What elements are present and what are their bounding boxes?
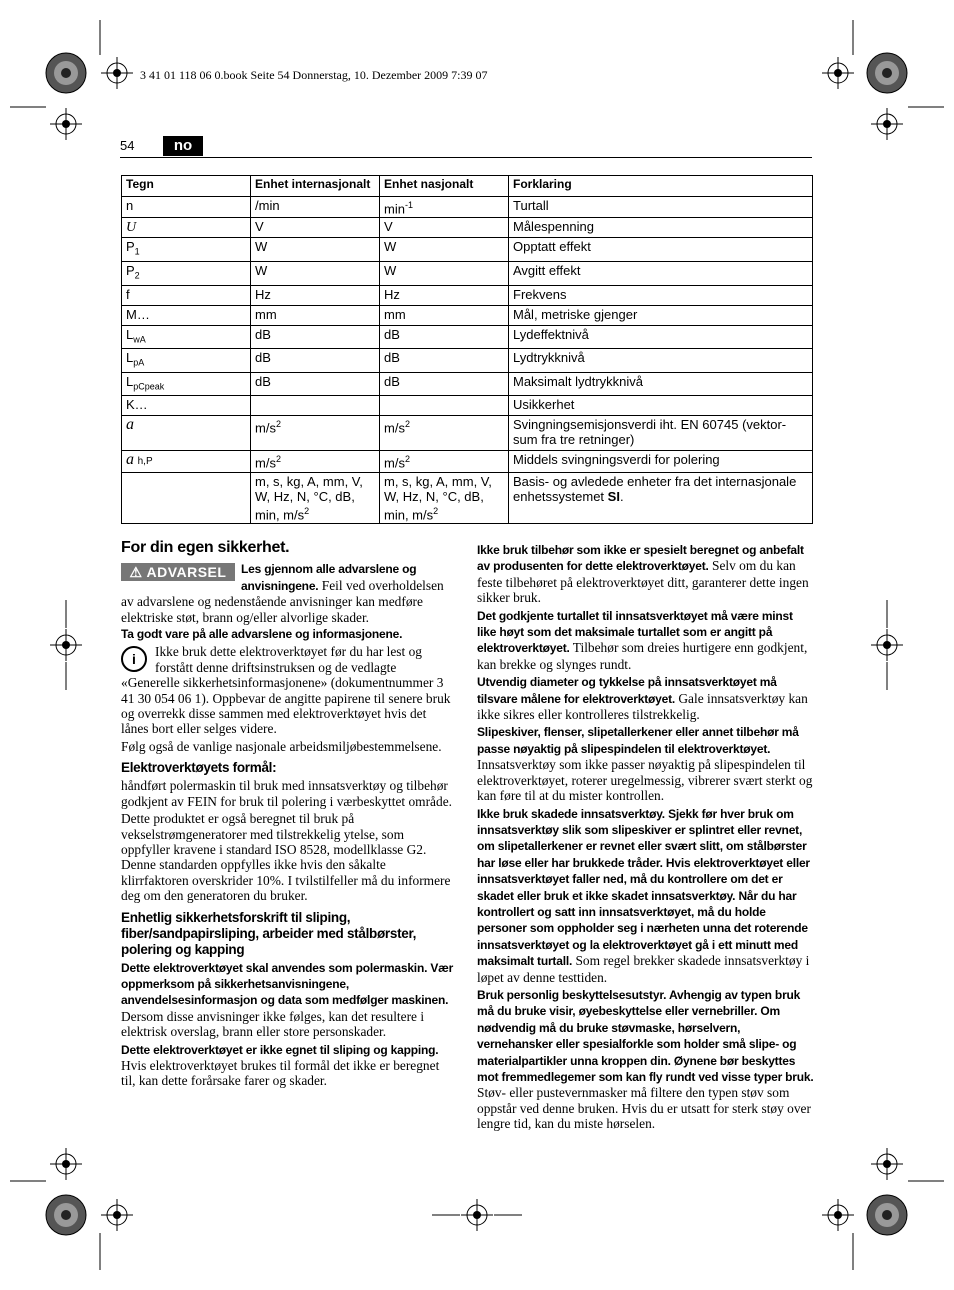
table-cell <box>122 451 251 472</box>
table-cell <box>380 472 509 523</box>
symbol-subscript: pA <box>133 357 145 368</box>
table-cell: W <box>251 261 380 285</box>
read-manual-icon: i <box>121 646 147 672</box>
table-cell: dB <box>380 372 509 396</box>
unit-superscript: 2 <box>404 419 410 430</box>
table-row <box>122 285 813 305</box>
table-cell: M… <box>122 305 251 325</box>
units-table <box>121 175 813 524</box>
symbol-text: P <box>126 262 135 278</box>
table-cell: Maksimalt lydtrykknivå <box>509 372 813 396</box>
unit-superscript: 2 <box>433 505 439 516</box>
polish-text: Dersom disse anvisninger ikke følges, kan det resultere i elektrisk overslag, brann eller store personskader. <box>121 1008 425 1040</box>
table-cell <box>122 372 251 396</box>
table-cell: Svingningsemisjonsverdi iht. EN 60745 (vektor-sum fra tre retninger) <box>509 416 813 451</box>
unit-superscript: 2 <box>275 419 281 430</box>
table-row <box>122 451 813 472</box>
polish-bold: Dette elektroverktøyet skal anvendes som polermaskin. Vær oppmerksom på sikkerhetsanvisningene, anvendelsesinformasjon og data som medfølger maskinen. <box>121 960 454 1008</box>
accessory-paragraph <box>477 542 814 606</box>
symbol-text: U <box>126 220 137 236</box>
warning-paragraph <box>121 561 456 625</box>
unit-text: m/s <box>255 455 276 471</box>
table-cell: W <box>380 261 509 285</box>
table-cell: dB <box>380 349 509 373</box>
table-cell: Turtall <box>509 197 813 218</box>
info-text: Ikke bruk dette elektroverktøyet før du har lest og forstått denne driftsinstruksen og de vedlagte «Generelle sikkerhetsinformasjonene» (dokumentnummer 3 41 30 054 06 1). Oppbevar de angitte papirene til senere bruk og overrekk disse sammen med elektroverktøyet hvis det lånes bort eller selges videre. <box>121 644 451 737</box>
fit-paragraph <box>477 724 814 803</box>
accessory-text: Selv om du kan feste tilbehøret på elektroverktøyet ditt, garanterer dette ingen sikker bruk. <box>477 558 809 606</box>
table-cell <box>122 218 251 238</box>
symbol-subscript: 1 <box>134 246 140 257</box>
warning-text: Feil ved overholdelsen av advarslene og nedenstående anvisninger kan medføre elektriske støt, brann og/eller alvorlige skader. <box>121 577 444 625</box>
warning-badge-label: ADVARSEL <box>146 564 227 581</box>
table-cell <box>251 451 380 472</box>
table-cell: f <box>122 285 251 305</box>
purpose-text: håndført polermaskin til bruk med innsatsverktøy og tilbehør godkjent av FEIN for bruk til polering i værbeskyttet område. <box>121 778 452 809</box>
table-cell <box>251 472 380 523</box>
table-row <box>122 197 813 218</box>
table-header-cell: Enhet internasjonalt <box>251 176 380 197</box>
table-cell: Avgitt effekt <box>509 261 813 285</box>
warning-badge: ⚠ ADVARSEL <box>121 563 235 581</box>
damaged-bold: Ikke bruk skadede innsatsverktøy. Sjekk før hver bruk om innsatsverktøy slik som slipeskiver er splintret eller revnet, om slipetallerkener er revnet eller svært slitt, om stålbørster har løse eller har brukkede tråder. Hvis elektroverktøyet eller innsatsverktøyet faller ned, må du kontrollere om det er skadet eller bruk et ikke skadet innsatsverktøy. Når du har kontrollert og satt inn innsatsverktøyet, må du holde personer som oppholder seg i nærheten unna det roterende innsatsverktøyet og la elektroverktøyet gå i ett minutt med maksimalt turtall. <box>477 806 810 969</box>
speed-text: Tilbehør som dreies hurtigere enn godkjent, kan brekke og slynges rundt. <box>477 640 808 672</box>
table-row <box>122 238 813 262</box>
table-cell: dB <box>380 325 509 349</box>
table-cell: W <box>380 238 509 262</box>
si-label: SI <box>607 488 620 504</box>
table-cell: Hz <box>251 285 380 305</box>
table-row <box>122 325 813 349</box>
table-cell: n <box>122 197 251 218</box>
not-suited-text: Hvis elektroverktøyet brukes til formål det ikke er beregnet til, kan dette forårsake farer og skader. <box>121 1057 440 1089</box>
table-cell: Målespenning <box>509 218 813 238</box>
polish-paragraph <box>121 960 456 1040</box>
unit-text: min <box>384 201 405 217</box>
symbol-subscript: wA <box>133 334 146 345</box>
table-cell <box>251 416 380 451</box>
unit-superscript: 2 <box>304 505 310 516</box>
fit-text: Innsatsverktøy som ikke passer nøyaktig på slipespindelen til elektroverktøyet, roterer uregelmessig, vibrerer svært sterkt og kan føre til at du mister kontrollen. <box>477 757 813 804</box>
table-cell: dB <box>251 372 380 396</box>
table-cell: dB <box>251 325 380 349</box>
table-cell: V <box>251 218 380 238</box>
page-number: 54 <box>120 138 135 153</box>
symbol-text: a <box>126 416 134 434</box>
table-cell: Lydeffektnivå <box>509 325 813 349</box>
unit-text: m/s <box>384 455 405 471</box>
protective-text: Støv- eller pustevernmasker må filtere den typen støv som oppstår ved denne bruken. Hvis du er utsatt for sterk støy over lengre tid, kan du miste hørselen. <box>477 1085 811 1132</box>
table-cell: mm <box>380 305 509 325</box>
table-row <box>122 472 813 523</box>
symbol-text: a <box>126 451 134 469</box>
unit-text: m, s, kg, A, mm, V, W, Hz, N, °C, dB, min, m/s <box>384 473 492 522</box>
table-header-cell: Forklaring <box>509 176 813 197</box>
table-cell <box>380 416 509 451</box>
language-badge: no <box>163 136 203 156</box>
not-suited-paragraph <box>121 1042 456 1089</box>
table-cell: Mål, metriske gjenger <box>509 305 813 325</box>
table-cell: /min <box>251 197 380 218</box>
explanation-text: Basis- og avledede enheter fra det internasjonale enhetssystemet <box>513 473 797 504</box>
fit-bold: Slipeskiver, flenser, slipetallerkener eller annet tilbehør må passe nøyaktig på slipespindelen til elektroverktøyet. <box>477 725 799 756</box>
info-paragraph <box>121 644 456 736</box>
print-header: 3 41 01 118 06 0.book Seite 54 Donnerstag, 10. Dezember 2009 7:39 07 <box>140 68 488 82</box>
section-heading: For din egen sikkerhet. <box>121 539 290 556</box>
unit-text: m, s, kg, A, mm, V, W, Hz, N, °C, dB, min, m/s <box>255 473 363 522</box>
table-row <box>122 396 813 416</box>
table-cell <box>122 349 251 373</box>
table-cell <box>509 472 813 523</box>
unit-superscript: -1 <box>404 200 413 210</box>
not-suited-bold: Dette elektroverktøyet er ikke egnet til sliping og kapping. <box>121 1042 439 1057</box>
unit-text: m/s <box>384 420 405 436</box>
accessory-bold: Ikke bruk tilbehør som ikke er spesielt beregnet og anbefalt av produsenten for dette elektroverktøyet. <box>477 543 804 574</box>
table-cell: Hz <box>380 285 509 305</box>
damaged-paragraph <box>477 806 814 985</box>
diameter-paragraph <box>477 674 814 722</box>
diameter-text: Gale innsatsverktøy kan ikke sikres eller kontrolleres tilstrekkelig. <box>477 690 808 723</box>
generator-text: Dette produktet er også beregnet til bruk på vekselstrømgeneratorer med tilstrekkelig ytelse, som oppfyller kravene i standard ISO 8528, modellklasse G2. Denne standarden oppfylles ikke hvis den såkalte klirrfaktoren overskrider 10%. I tvilstilfeller må du informere deg om den generatoren du bruker. <box>121 811 451 904</box>
damaged-text: Som regel brekker skadede innsatsverktøy i løpet av denne testtiden. <box>477 953 810 985</box>
table-cell: Frekvens <box>509 285 813 305</box>
table-row <box>122 416 813 451</box>
table-header-row <box>122 176 813 197</box>
speed-bold: Det godkjente turtallet til innsatsverktøyet må være minst like høyt som det maksimale turtallet som er angitt på elektroverktøyet. <box>477 608 793 656</box>
symbol-subscript: 2 <box>134 270 140 281</box>
explanation-end: . <box>619 488 624 504</box>
unit-superscript: 2 <box>404 454 410 465</box>
table-cell: Lydtrykknivå <box>509 349 813 373</box>
table-cell <box>380 451 509 472</box>
table-row <box>122 218 813 238</box>
unit-superscript: 2 <box>275 454 281 465</box>
header-rule <box>120 157 812 158</box>
table-cell <box>122 472 251 523</box>
unit-text: m/s <box>255 420 276 436</box>
symbol-text: L <box>126 350 134 366</box>
keep-instructions: Ta godt vare på alle advarslene og informasjonene. <box>121 627 403 642</box>
table-row <box>122 349 813 373</box>
symbol-text: L <box>126 373 134 389</box>
table-row <box>122 305 813 325</box>
table-cell: mm <box>251 305 380 325</box>
diameter-bold: Utvendig diameter og tykkelse på innsatsverktøyet må tilsvare målene for elektroverktøyet. <box>477 675 777 706</box>
purpose-heading: Elektroverktøyets formål: <box>121 760 277 776</box>
speed-paragraph <box>477 608 814 673</box>
national-rules: Følg også de vanlige nasjonale arbeidsmiljøbestemmelsene. <box>121 738 442 754</box>
protective-bold: Bruk personlig beskyttelsesutstyr. Avhengig av typen bruk må du bruke visir, øyebeskyttelse eller vernebriller. Om nødvendig må du bruke støvmaske, hørselvern, vernehansker eller spesialforkle som holder små slipe- og materialpartikler unna kroppen din. Øynene bør beskyttes mot fremmedlegemer som kan fly rundt ved visse typer bruk. <box>477 987 814 1084</box>
table-row <box>122 261 813 285</box>
symbol-text: P <box>126 239 135 255</box>
table-cell <box>122 416 251 451</box>
table-cell: dB <box>251 349 380 373</box>
table-cell <box>122 261 251 285</box>
symbol-text: L <box>126 326 134 342</box>
table-cell <box>380 197 509 218</box>
table-cell <box>380 396 509 416</box>
right-column <box>477 542 814 1134</box>
table-cell <box>122 238 251 262</box>
table-header-cell: Tegn <box>122 176 251 197</box>
warning-bold: Les gjennom alle advarslene og anvisningene. <box>241 562 417 593</box>
common-safety-heading: Enhetlig sikkerhetsforskrift til sliping, fiber/sandpapirsliping, arbeider med stålbørster, polering og kapping <box>121 909 417 957</box>
table-cell: K… <box>122 396 251 416</box>
table-cell: V <box>380 218 509 238</box>
table-header-cell: Enhet nasjonalt <box>380 176 509 197</box>
table-row <box>122 372 813 396</box>
table-cell: Usikkerhet <box>509 396 813 416</box>
table-cell: Middels svingningsverdi for polering <box>509 451 813 472</box>
protective-paragraph <box>477 987 814 1132</box>
table-cell: Opptatt effekt <box>509 238 813 262</box>
table-cell <box>122 325 251 349</box>
table-cell <box>251 396 380 416</box>
symbol-subscript: h,P <box>137 456 153 468</box>
table-cell: W <box>251 238 380 262</box>
symbol-subscript: pCpeak <box>133 381 165 392</box>
left-column <box>121 540 456 1091</box>
